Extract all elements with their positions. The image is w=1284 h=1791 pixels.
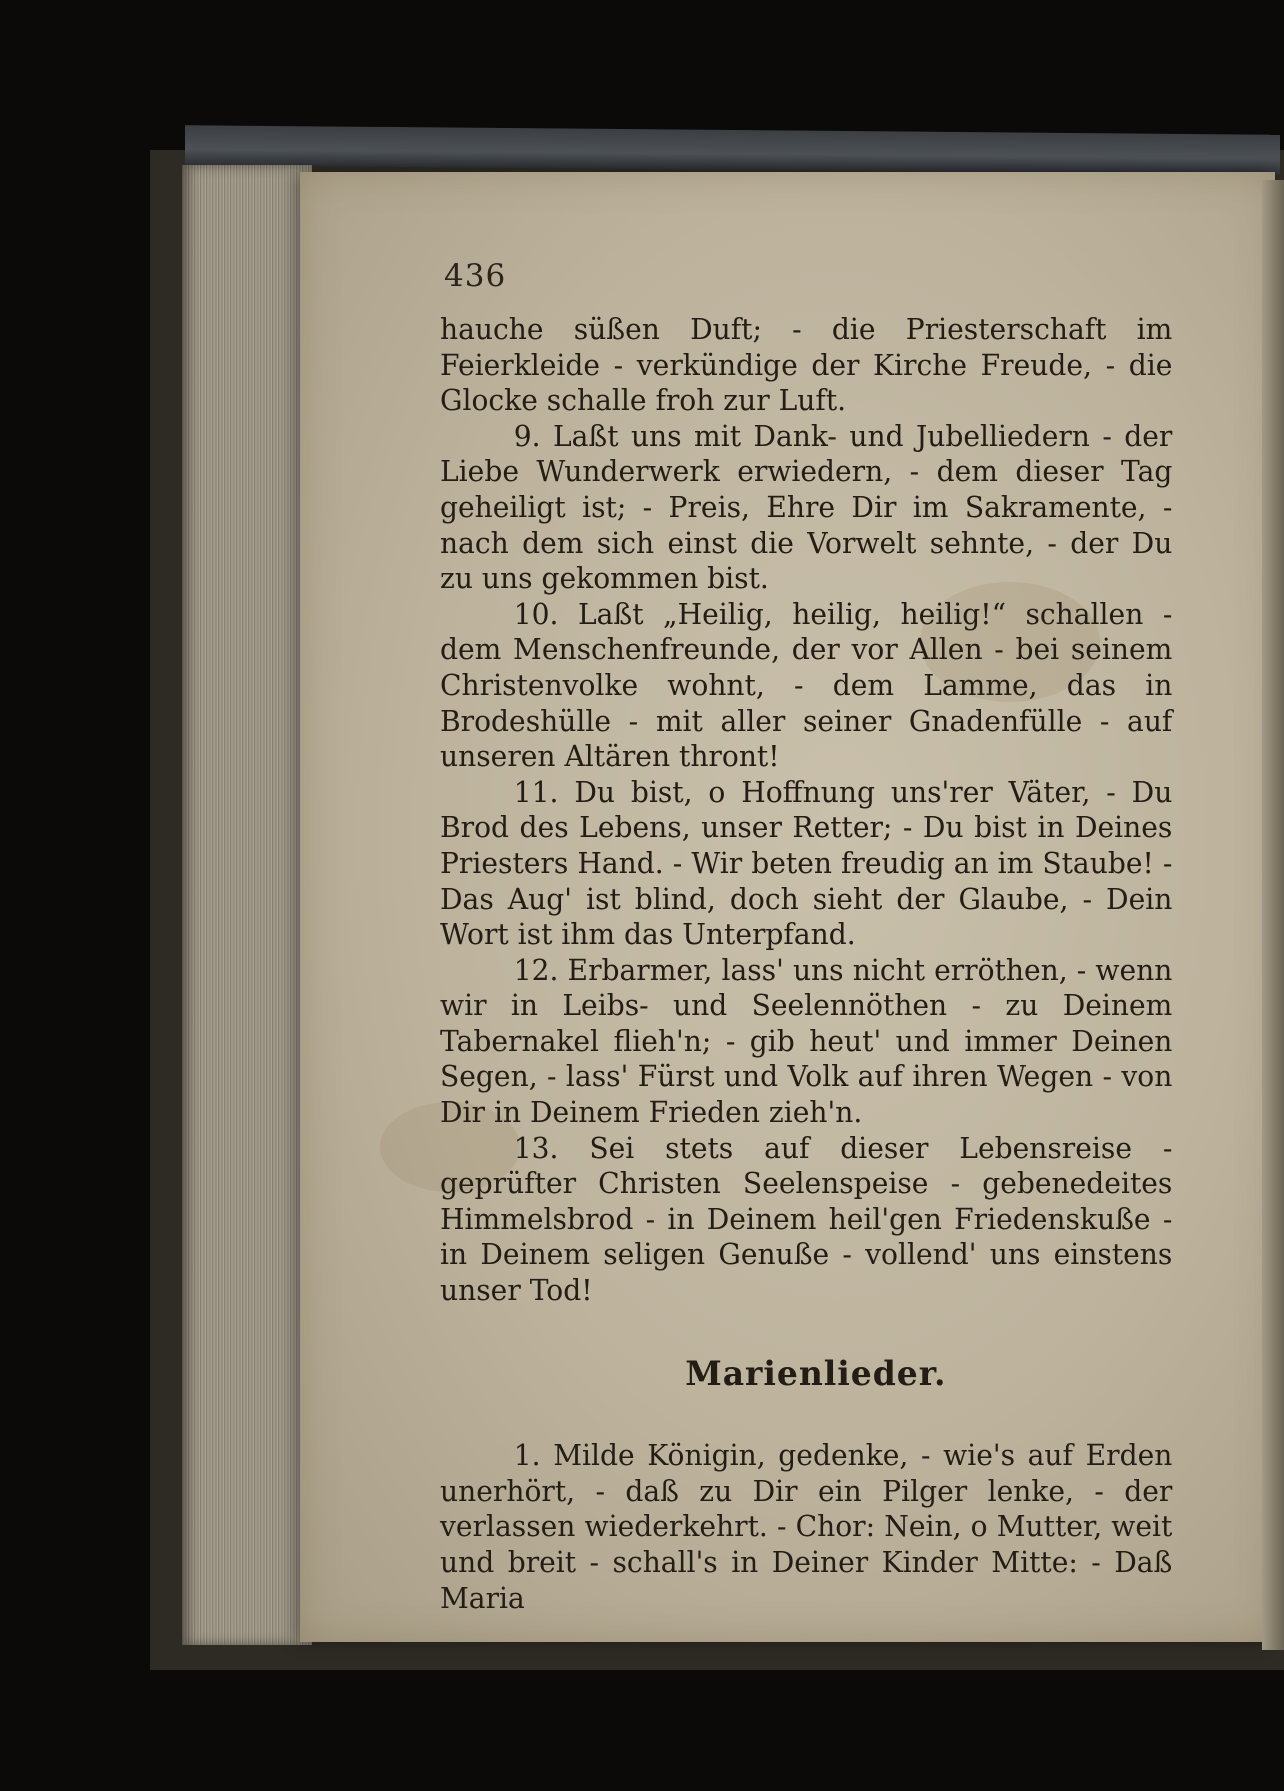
continuation-paragraph: hauche süßen Duft; - die Priesterschaft im Feierkleide - verkündige der Kirche Freude, - die Glocke schalle froh zur Luft. [440, 312, 1173, 418]
page-text [440, 312, 1172, 1616]
verse-13: 13. Sei stets auf dieser Lebensreise - geprüfter Christen Seelenspeise - gebenedeites Himmelsbrod - in Deinem heil'gen Friedenskuße - in Deinem seligen Genuße - vollend' uns einstens unser Tod! [440, 1130, 1173, 1308]
verse-10: 10. Laßt „Heilig, heilig, heilig!“ schallen - dem Menschenfreunde, der vor Allen - bei seinem Christenvolke wohnt, - dem Lamme, das in Brodeshülle - mit aller seiner Gnadenfülle - auf unseren Altären thront! [440, 596, 1173, 774]
verse-9: 9. Laßt uns mit Dank- und Jubelliedern - der Liebe Wunderwerk erwiedern, - dem dieser Tag geheiligt ist; - Preis, Ehre Dir im Sakramente, - nach dem sich einst die Vorwelt sehnte, - der Du zu uns gekommen bist. [440, 418, 1173, 596]
page-number: 436 [444, 258, 507, 294]
section-heading: Marienlieder. [685, 1353, 947, 1394]
verse-11: 11. Du bist, o Hoffnung uns'rer Väter, - Du Brod des Lebens, unser Retter; - Du bist in Deines Priesters Hand. - Wir beten freudig an im Staube! - Das Aug' ist blind, doch sieht der Glaube, - Dein Wort ist ihm das Unterpfand. [440, 774, 1173, 952]
page-edges [182, 165, 312, 1645]
verse-12: 12. Erbarmer, lass' uns nicht erröthen, - wenn wir in Leibs- und Seelennöthen - zu Deinem Tabernakel flieh'n; - gib heut' und immer Deinen Segen, - lass' Fürst und Volk auf ihren Wegen - von Dir in Deinem Frieden zieh'n. [440, 952, 1173, 1130]
marian-verse-1: 1. Milde Königin, gedenke, - wie's auf Erden unerhört, - daß zu Dir ein Pilger lenke, - der verlassen wiederkehrt. - Chor: Nein, o Mutter, weit und breit - schall's in Deiner Kinder Mitte: - Daß Maria [440, 1438, 1173, 1615]
facing-page-edge [1262, 180, 1284, 1650]
